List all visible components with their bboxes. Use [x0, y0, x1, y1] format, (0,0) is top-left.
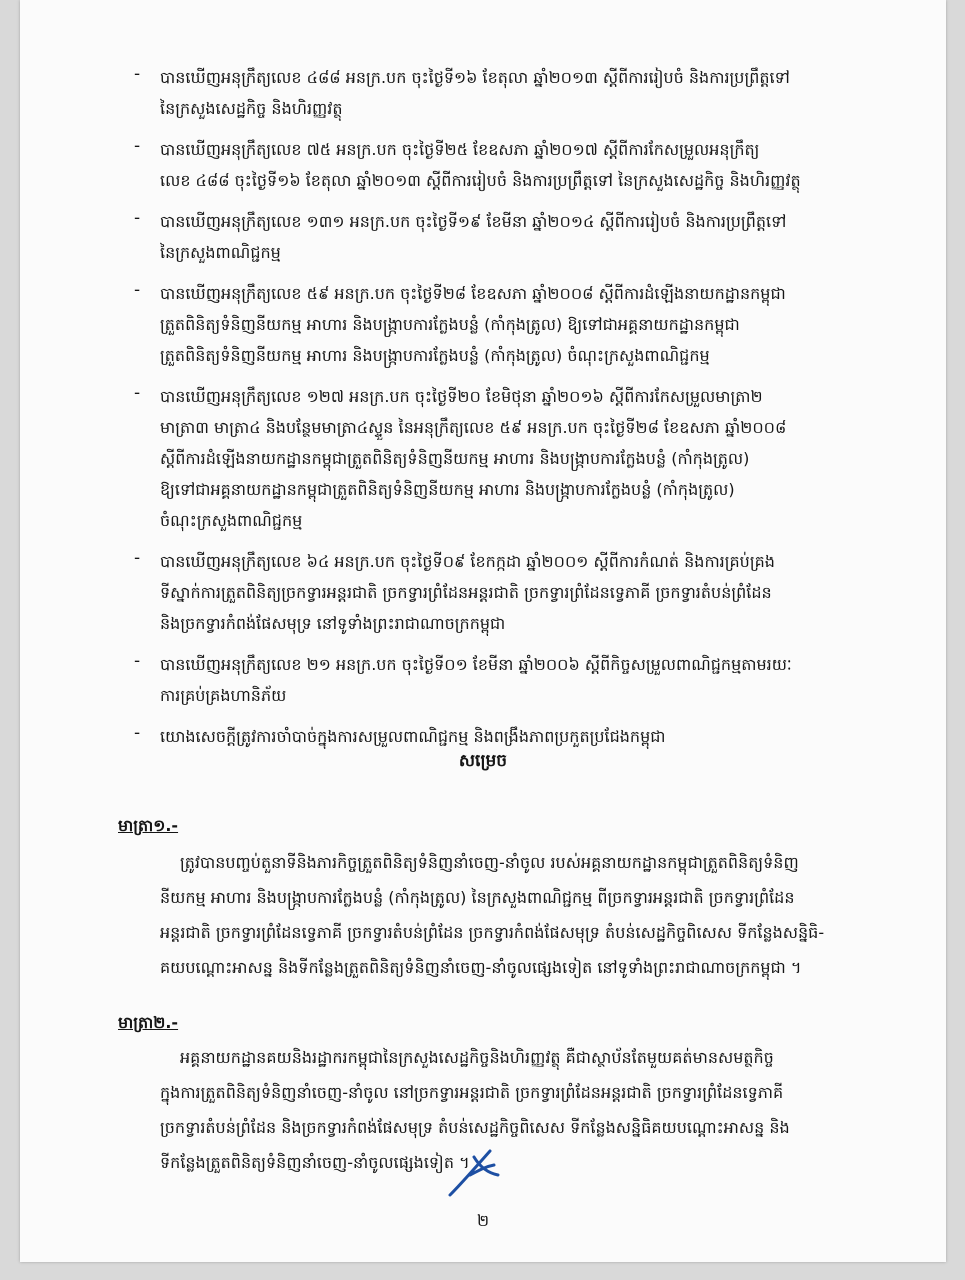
- page-number: ២: [476, 1211, 490, 1230]
- preamble-line: នៃក្រសួងពាណិជ្ជកម្ម: [160, 243, 281, 262]
- bullet-dash: -: [134, 723, 141, 743]
- article-line: ទីកន្លែងត្រួតពិនិត្យទំនិញនាំចេញ-នាំចូលផ្សេងទៀត ។: [160, 1153, 470, 1172]
- article-line: អគ្គនាយកដ្ឋានគយនិងរដ្ឋាករកម្ពុជានៃក្រសួងសេដ្ឋកិច្ចនិងហិរញ្ញវត្ថុ គឺជាស្ថាប័នតែមួយគត់មានសមត្ថកិច្ច: [180, 1048, 774, 1067]
- article-line: ត្រូវបានបញ្ចប់តួនាទីនិងភារកិច្ចត្រួតពិនិត្យទំនិញនាំចេញ-នាំចូល របស់អគ្គនាយកដ្ឋានកម្ពុជាត្រួតពិនិត្យទំនិញ: [180, 853, 799, 872]
- preamble-line: ការគ្រប់គ្រងហានិភ័យ: [160, 686, 287, 705]
- preamble-line: បានឃើញអនុក្រឹត្យលេខ ៤៨៨ អនក្រ.បក ចុះថ្ងៃទី១៦ ខែតុលា ឆ្នាំ២០១៣ ស្ដីពីការរៀបចំ និងការប្រព្រឹត្តទៅ: [160, 68, 790, 87]
- preamble-line: ត្រួតពិនិត្យទំនិញនីយកម្ម អាហារ និងបង្ក្រាបការក្លែងបន្លំ (កាំកុងត្រូល) ឱ្យទៅជាអគ្គនាយកដ្ឋានកម្ពុជា: [160, 315, 740, 334]
- document-page: [20, 0, 946, 1262]
- preamble-line: បានឃើញអនុក្រឹត្យលេខ ៦៤ អនក្រ.បក ចុះថ្ងៃទី០៩ ខែកក្កដា ឆ្នាំ២០០១ ស្ដីពីការកំណត់ និងការគ្រប់គ្រង: [160, 552, 775, 571]
- bullet-dash: -: [134, 280, 141, 300]
- article-2-title: មាត្រា២.-: [118, 1013, 179, 1032]
- article-2-body: [160, 1040, 860, 1180]
- article-line: គយបណ្ដោះអាសន្ន និងទីកន្លែងត្រួតពិនិត្យទំនិញនាំចេញ-នាំចូលផ្សេងទៀត នៅទូទាំងព្រះរាជាណាចក្រកម្ពុជា ។: [160, 958, 802, 977]
- preamble-item: [20, 721, 946, 752]
- signature-mark: [444, 1145, 504, 1201]
- preamble-item: [20, 381, 946, 536]
- article-line: អន្តរជាតិ ច្រកទ្វារព្រំដែនទ្វេភាគី ច្រកទ្វារតំបន់ព្រំដែន ច្រកទ្វារកំពង់ផែសមុទ្រ តំបន់សេដ្ឋកិច្ចពិសេស ទីកន្លែងសន្និធិ-: [160, 923, 825, 942]
- preamble-line: ឱ្យទៅជាអគ្គនាយកដ្ឋានកម្ពុជាត្រួតពិនិត្យទំនិញនីយកម្ម អាហារ និងបង្ក្រាបការក្លែងបន្លំ (កាំកុងត្រូល): [160, 480, 735, 499]
- bullet-dash: -: [134, 208, 141, 228]
- preamble-line: យោងសេចក្ដីត្រូវការចាំបាច់ក្នុងការសម្រួលពាណិជ្ជកម្ម និងពង្រឹងភាពប្រកួតប្រជែងកម្ពុជា: [160, 727, 666, 746]
- preamble-line: មាត្រា៣ មាត្រា៤ និងបន្ថែមមាត្រា៤ស្ទួន នៃអនុក្រឹត្យលេខ ៥៩ អនក្រ.បក ចុះថ្ងៃទី២៨ ខែឧសភា ឆ្នាំ២០០៨: [160, 418, 787, 437]
- preamble-line: បានឃើញអនុក្រឹត្យលេខ ១២៧ អនក្រ.បក ចុះថ្ងៃទី២០ ខែមិថុនា ឆ្នាំ២០១៦ ស្ដីពីការកែសម្រួលមាត្រា២: [160, 387, 763, 406]
- bullet-dash: -: [134, 383, 141, 403]
- bullet-dash: -: [134, 548, 141, 568]
- bullet-dash: -: [134, 136, 141, 156]
- preamble-line: បានឃើញអនុក្រឹត្យលេខ ២១ អនក្រ.បក ចុះថ្ងៃទី០១ ខែមីនា ឆ្នាំ២០០៦ ស្ដីពីកិច្ចសម្រួលពាណិជ្ជកម្មតាមរយៈ: [160, 655, 792, 674]
- preamble-line: បានឃើញអនុក្រឹត្យលេខ ១៣១ អនក្រ.បក ចុះថ្ងៃទី១៩ ខែមីនា ឆ្នាំ២០១៤ ស្ដីពីការរៀបចំ និងការប្រព្រឹត្តទៅ: [160, 212, 787, 231]
- preamble-line: បានឃើញអនុក្រឹត្យលេខ ៧៥ អនក្រ.បក ចុះថ្ងៃទី២៥ ខែឧសភា ឆ្នាំ២០១៧ ស្ដីពីការកែសម្រួលអនុក្រឹត្យ: [160, 140, 760, 159]
- preamble-line: ស្ដីពីការដំឡើងនាយកដ្ឋានកម្ពុជាត្រួតពិនិត្យទំនិញនីយកម្ម អាហារ និងបង្ក្រាបការក្លែងបន្លំ (កាំកុងត្រូល): [160, 449, 750, 468]
- preamble-item: [20, 546, 946, 639]
- article-line: នីយកម្ម អាហារ និងបង្ក្រាបការក្លែងបន្លំ (កាំកុងត្រូល) នៃក្រសួងពាណិជ្ជកម្ម ពីច្រកទ្វារអន្តរជាតិ ច្រកទ្វារព្រំដែន: [160, 888, 795, 907]
- article-line: ច្រកទ្វារតំបន់ព្រំដែន និងច្រកទ្វារកំពង់ផែសមុទ្រ តំបន់សេដ្ឋកិច្ចពិសេស ទីកន្លែងសន្និធិគយបណ្ដោះអាសន្ន និង: [160, 1118, 790, 1137]
- preamble-line: ត្រួតពិនិត្យទំនិញនីយកម្ម អាហារ និងបង្ក្រាបការក្លែងបន្លំ (កាំកុងត្រូល) ចំណុះក្រសួងពាណិជ្ជកម្ម: [160, 346, 710, 365]
- preamble-line: ទីស្នាក់ការត្រួតពិនិត្យច្រកទ្វារអន្តរជាតិ ច្រកទ្វារព្រំដែនអន្តរជាតិ ច្រកទ្វារព្រំដែនទ្វេភាគី ច្រកទ្វារតំបន់ព្រំដែន: [160, 583, 772, 602]
- preamble-item: [20, 649, 946, 711]
- preamble-item: [20, 206, 946, 268]
- bullet-dash: -: [134, 651, 141, 671]
- article-1-title: មាត្រា១.-: [118, 816, 179, 835]
- article-line: ក្នុងការត្រួតពិនិត្យទំនិញនាំចេញ-នាំចូល នៅច្រកទ្វារអន្តរជាតិ ច្រកទ្វារព្រំដែនអន្តរជាតិ ច្រកទ្វារព្រំដែនទ្វេភាគី: [160, 1083, 784, 1102]
- preamble-line: បានឃើញអនុក្រឹត្យលេខ ៥៩ អនក្រ.បក ចុះថ្ងៃទី២៨ ខែឧសភា ឆ្នាំ២០០៨ ស្ដីពីការដំឡើងនាយកដ្ឋានកម្ពុជា: [160, 284, 786, 303]
- bullet-dash: -: [134, 64, 141, 84]
- preamble-item: [20, 278, 946, 371]
- decision-heading: សម្រេច: [458, 751, 508, 771]
- preamble-list: [20, 62, 946, 762]
- preamble-line: លេខ ៤៨៨ ចុះថ្ងៃទី១៦ ខែតុលា ឆ្នាំ២០១៣ ស្ដីពីការរៀបចំ និងការប្រព្រឹត្តទៅ នៃក្រសួងសេដ្ឋកិច្ច និងហិរញ្ញវត្ថុ: [160, 171, 801, 190]
- preamble-line: ចំណុះក្រសួងពាណិជ្ជកម្ម: [160, 511, 303, 530]
- preamble-line: និងច្រកទ្វារកំពង់ផែសមុទ្រ នៅទូទាំងព្រះរាជាណាចក្រកម្ពុជា: [160, 614, 506, 633]
- preamble-line: នៃក្រសួងសេដ្ឋកិច្ច និងហិរញ្ញវត្ថុ: [160, 99, 343, 118]
- preamble-item: [20, 62, 946, 124]
- preamble-item: [20, 134, 946, 196]
- article-1-body: [160, 845, 860, 985]
